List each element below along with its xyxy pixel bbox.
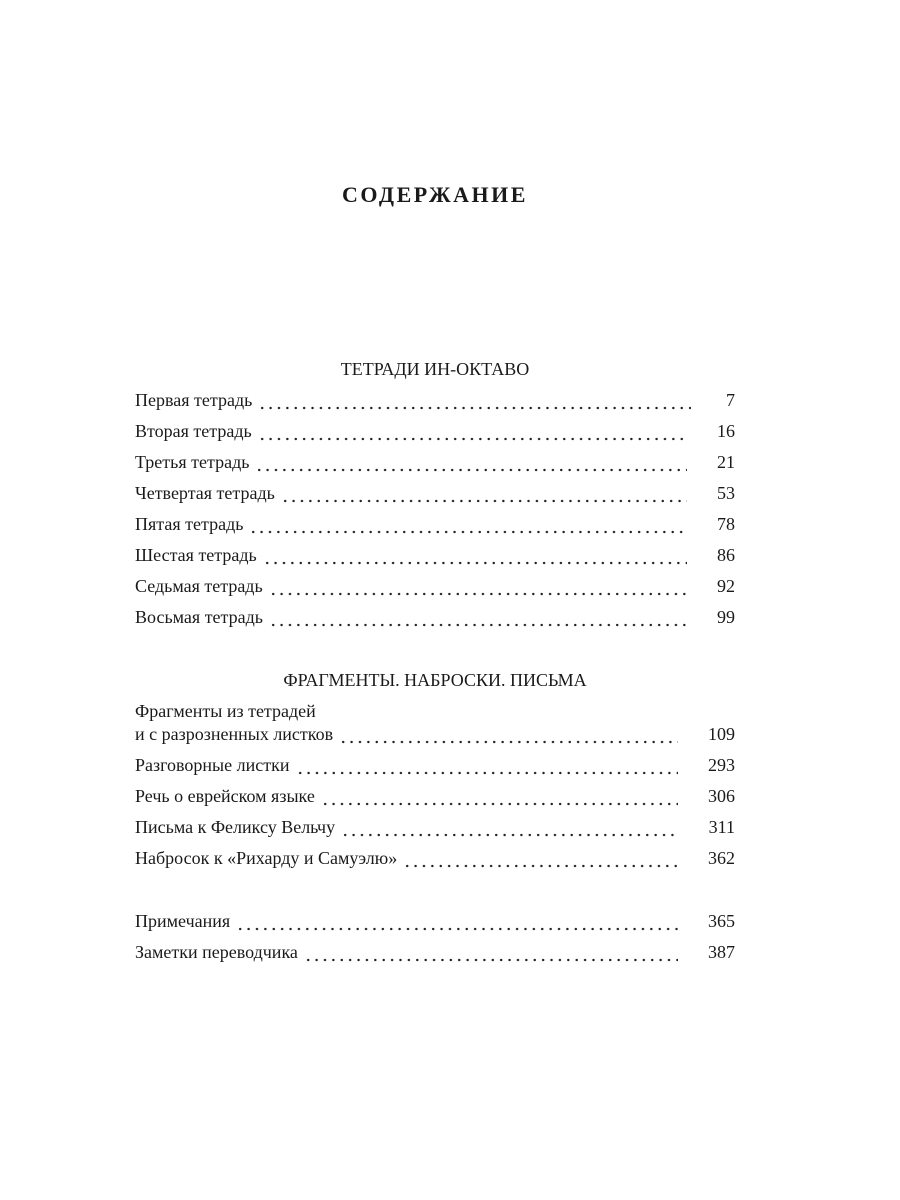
entry-label: Письма к Феликсу Вельчу — [135, 817, 336, 837]
toc-entry[interactable] — [135, 906, 735, 937]
toc-entry[interactable] — [135, 385, 735, 416]
toc-entry[interactable] — [135, 781, 735, 812]
entry-page-number: 78 — [717, 514, 735, 534]
entry-label: Заметки переводчика — [135, 942, 298, 962]
entry-label: Четвертая тетрадь — [135, 483, 275, 503]
entry-page-number: 293 — [708, 755, 735, 775]
dot-leader — [281, 478, 687, 509]
entry-page-number: 99 — [717, 607, 735, 627]
entry-page-number: 53 — [717, 483, 735, 503]
dot-leader — [269, 571, 687, 602]
entry-label: Примечания — [135, 911, 231, 931]
toc-entry[interactable] — [135, 447, 735, 478]
page-title: СОДЕРЖАНИЕ — [342, 182, 528, 207]
dot-leader — [255, 447, 687, 478]
section-heading: ФРАГМЕНТЫ. НАБРОСКИ. ПИСЬМА — [283, 670, 587, 690]
entry-label: Пятая тетрадь — [135, 514, 244, 534]
dot-leader — [304, 937, 678, 968]
toc-entry[interactable] — [135, 509, 735, 540]
entry-label: Седьмая тетрадь — [135, 576, 263, 596]
entry-label: Шестая тетрадь — [135, 545, 257, 565]
entry-label: Восьмая тетрадь — [135, 607, 263, 627]
entry-page-number: 365 — [708, 911, 735, 931]
entry-label: Вторая тетрадь — [135, 421, 252, 441]
dot-leader — [296, 750, 679, 781]
entry-page-number: 92 — [717, 576, 735, 596]
entry-label: Речь о еврейском языке — [135, 786, 315, 806]
toc-section-fragments — [135, 665, 735, 874]
entry-page-number: 21 — [717, 452, 735, 472]
entry-label: Третья тетрадь — [135, 452, 250, 472]
toc-entry[interactable] — [135, 571, 735, 602]
entry-page-number: 109 — [708, 724, 735, 744]
dot-leader — [321, 781, 678, 812]
dot-leader — [258, 385, 691, 416]
toc-entry[interactable] — [135, 416, 735, 447]
toc-entry[interactable] — [135, 750, 735, 781]
entry-page-number: 86 — [717, 545, 735, 565]
dot-leader — [403, 843, 678, 874]
entry-label: Набросок к «Рихарду и Самуэлю» — [135, 848, 398, 868]
entry-page-number: 16 — [717, 421, 735, 441]
dot-leader — [269, 602, 687, 633]
entry-page-number: 306 — [708, 786, 735, 806]
section-heading: ТЕТРАДИ ИН-ОКТАВО — [340, 359, 530, 379]
entry-label: Фрагменты из тетрадей и с разрозненных листков — [135, 701, 334, 744]
dot-leader — [263, 540, 687, 571]
dot-leader — [236, 906, 678, 937]
entry-label: Первая тетрадь — [135, 390, 253, 410]
entry-label: Разговорные листки — [135, 755, 290, 775]
entry-page-number: 311 — [708, 817, 735, 837]
toc-entry[interactable] — [135, 602, 735, 633]
toc-section-appendix — [135, 906, 735, 968]
toc-entry[interactable] — [135, 540, 735, 571]
entry-page-number: 387 — [708, 942, 735, 962]
dot-leader — [341, 812, 679, 843]
dot-leader — [249, 509, 687, 540]
dot-leader — [339, 696, 678, 750]
entry-page-number: 7 — [726, 390, 735, 410]
toc-entry[interactable] — [135, 812, 735, 843]
toc-entry[interactable] — [135, 843, 735, 874]
toc-entry[interactable] — [135, 478, 735, 509]
toc-entry[interactable] — [135, 696, 735, 750]
toc-entry[interactable] — [135, 937, 735, 968]
entry-page-number: 362 — [708, 848, 735, 868]
dot-leader — [258, 416, 687, 447]
toc-section-notebooks — [135, 354, 735, 633]
